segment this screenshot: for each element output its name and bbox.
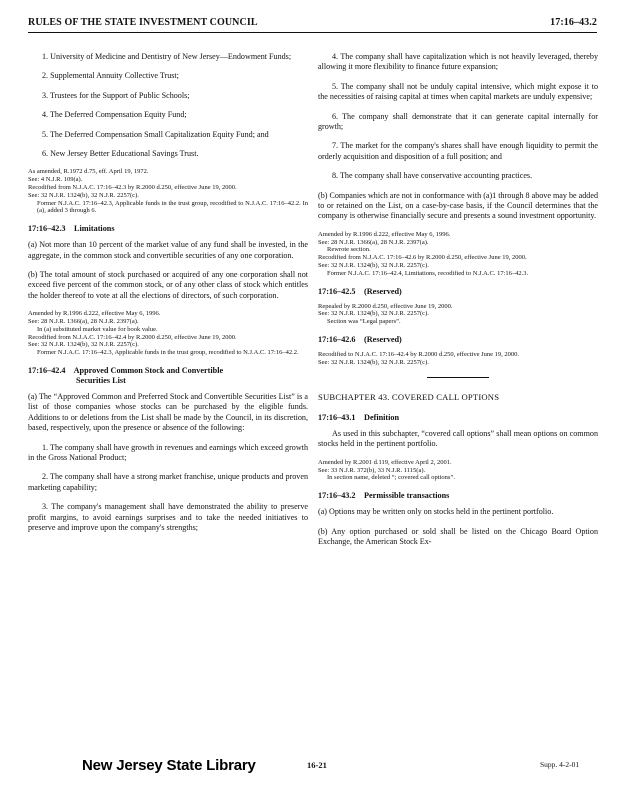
history-note: [318, 351, 598, 367]
criterion-item: 7. The market for the company's shares shall have enough liquidity to permit the orderly acquisition and disposition of a full position; and: [318, 141, 598, 161]
section-number: 17:16–42.3: [28, 224, 66, 234]
section-number: 17:16–43.2: [318, 491, 356, 501]
right-column: [318, 52, 598, 556]
history-note: [318, 459, 598, 482]
paragraph: (a) The “Approved Common and Preferred Stock and Convertible Securities List” is a list of those companies whose stocks can be purchased by the eligible funds. Additions to or deletions from the List shall be made by the Council, in its discretion, based, respectively, upon the presence or absence of the following:: [28, 392, 308, 433]
note-line: Amended by R.2001 d.119, effective April 2, 2001.: [318, 458, 452, 466]
section-heading: [28, 366, 308, 386]
note-line: See: 32 N.J.R. 1324(b), 32 N.J.R. 2257(c).: [28, 191, 139, 199]
paragraph: (b) Companies which are not in conformance with (a)1 through 8 above may be added to or retained on the List, on a case-by-case basis, if the Council determines that the company is otherwise financially secure and presents a sound investment opportunity.: [318, 190, 598, 221]
criterion-item: 3. The company's management shall have demonstrated the ability to preserve profit margins, to avoid earnings surprises and to take the needed initiatives to preserve and improve upon the company's strengths;: [28, 502, 308, 533]
section-divider: [427, 377, 489, 378]
section-number: 17:16–42.5: [318, 286, 356, 296]
list-item: 1. University of Medicine and Dentistry of New Jersey—Endowment Funds;: [42, 52, 292, 61]
history-note: [28, 310, 308, 357]
note-line: In section name, deleted “; covered call options”.: [327, 474, 455, 482]
paragraph: (b) Any option purchased or sold shall be listed on the Chicago Board Option Exchange, the American Stock Ex-: [318, 526, 598, 547]
history-note: [28, 168, 308, 215]
section-number: 17:16–42.6: [318, 335, 356, 345]
list-item: 3. Trustees for the Support of Public Schools;: [42, 90, 190, 100]
note-line: See: 32 N.J.R. 1324(b), 32 N.J.R. 2257(c).: [318, 262, 429, 270]
left-column: [28, 52, 308, 543]
note-line: See: 4 N.J.R. 109(a).: [28, 176, 83, 184]
section-title: Definition: [364, 413, 400, 423]
note-line: Former N.J.A.C. 17:16–42.3, Applicable funds in the trust group, recodified to N.J.A.C. 17:16–42.2.: [37, 349, 299, 357]
note-line: Section was “Legal papers”.: [327, 318, 401, 326]
note-line: As amended, R.1972 d.75, eff. April 19, 1972.: [28, 168, 149, 176]
section-heading: [318, 287, 598, 297]
section-title: Approved Common Stock and Convertible: [73, 366, 224, 376]
history-note: [318, 303, 598, 326]
page-number: 16-21: [307, 760, 327, 770]
criterion-item: 5. The company shall not be unduly capital intensive, which might expose it to the necessities of raising capital at times when capital markets are unduly expensive;: [318, 81, 598, 102]
section-heading: [318, 491, 598, 501]
criterion-item: 4. The company shall have capitalization which is not heavily leveraged, thereby allowing it more flexibility to finance future expansion;: [318, 52, 598, 72]
note-line: Recodified from N.J.A.C. 17:16–42.6 by R.2000 d.250, effective June 19, 2000.: [318, 254, 527, 262]
header-title: RULES OF THE STATE INVESTMENT COUNCIL: [28, 17, 258, 28]
list-item: 2. Supplemental Annuity Collective Trust;: [42, 71, 179, 81]
section-heading: [28, 224, 308, 234]
section-number: 17:16–42.4: [28, 366, 66, 376]
running-header: [28, 16, 597, 33]
note-line: Amended by R.1996 d.222, effective May 6, 1996.: [28, 310, 161, 318]
criterion-item: 6. The company shall demonstrate that it can generate capital internally for growth;: [318, 111, 598, 132]
paragraph: (a) Not more than 10 percent of the market value of any fund shall be invested, in the aggregate, in the common stock and convertible securities of any one corporation.: [28, 240, 308, 260]
note-line: See: 32 N.J.R. 1324(b), 32 N.J.R. 2257(c).: [318, 358, 429, 366]
criterion-item: 1. The company shall have growth in revenues and earnings which exceed growth in the Gross National Product;: [28, 442, 308, 463]
section-title: Limitations: [74, 224, 115, 234]
library-watermark: New Jersey State Library: [82, 757, 256, 774]
supplement-date: Supp. 4-2-01: [540, 760, 580, 769]
list-item: 4. The Deferred Compensation Equity Fund;: [42, 110, 187, 120]
section-number: 17:16–43.1: [318, 413, 356, 423]
note-line: See: 32 N.J.R. 1324(b), 32 N.J.R. 2257(c).: [28, 341, 139, 349]
section-title: (Reserved): [364, 335, 402, 345]
list-item: 6. New Jersey Better Educational Savings Trust.: [42, 149, 199, 159]
note-line: Recodified to N.J.A.C. 17:16–42.4 by R.2000 d.250, effective June 19, 2000.: [318, 351, 519, 359]
note-line: Recodified from N.J.A.C. 17:16–42.4 by R.2000 d.250, effective June 19, 2000.: [28, 333, 237, 341]
note-line: Recodified from N.J.A.C. 17:16–42.3 by R.2000 d.250, effective June 19, 2000.: [28, 184, 237, 192]
page-footer: [0, 759, 623, 789]
section-title: Permissible transactions: [364, 491, 450, 501]
history-note: [318, 231, 598, 278]
section-heading: [318, 413, 598, 423]
note-line: See: 28 N.J.R. 1366(a), 28 N.J.R. 2397(a).: [318, 238, 429, 246]
note-line: Repealed by R.2000 d.250, effective June 19, 2000.: [318, 302, 453, 310]
section-title: (Reserved): [364, 286, 402, 296]
note-line: In (a) substituted market value for book value.: [37, 325, 158, 333]
paragraph: (a) Options may be written only on stocks held in the pertinent portfolio.: [318, 507, 554, 517]
list-item: 5. The Deferred Compensation Small Capitalization Equity Fund; and: [42, 129, 269, 139]
paragraph: As used in this subchapter, “covered call options” shall mean options on common stocks held in the pertinent portfolio.: [318, 429, 598, 449]
note-line: See: 33 N.J.R. 372(b), 33 N.J.R. 1115(a).: [318, 466, 426, 474]
note-line: Former N.J.A.C. 17:16–42.3, Applicable funds in the trust group, recodified to N.J.A.C. 17:16–42.2. In (a), added 3 through 6.: [37, 199, 308, 215]
paragraph: (b) The total amount of stock purchased or acquired of any one corporation shall not exceed five percent of the common stock, or of any other class of stock which entitles the holder thereof to vote at all the elections of directors, of such corporation.: [28, 270, 308, 300]
criterion-item: 8. The company shall have conservative accounting practices.: [332, 171, 533, 181]
note-line: See: 28 N.J.R. 1366(a), 28 N.J.R. 2397(a).: [28, 318, 139, 326]
section-heading: [318, 335, 598, 345]
note-line: Amended by R.1996 d.222, effective May 6, 1996.: [318, 230, 451, 238]
note-line: See: 32 N.J.R. 1324(b), 32 N.J.R. 2257(c).: [318, 310, 429, 318]
note-line: Former N.J.A.C. 17:16–42.4, Limitations, recodified to N.J.A.C. 17:16–42.3.: [327, 269, 529, 277]
criterion-item: 2. The company shall have a strong market franchise, unique products and proven marketing capability;: [28, 472, 308, 492]
note-line: Rewrote section.: [327, 246, 371, 254]
section-title-continued: Securities List: [76, 376, 126, 386]
header-section-number: 17:16–43.2: [550, 17, 597, 28]
subchapter-heading: SUBCHAPTER 43. COVERED CALL OPTIONS: [318, 391, 500, 402]
